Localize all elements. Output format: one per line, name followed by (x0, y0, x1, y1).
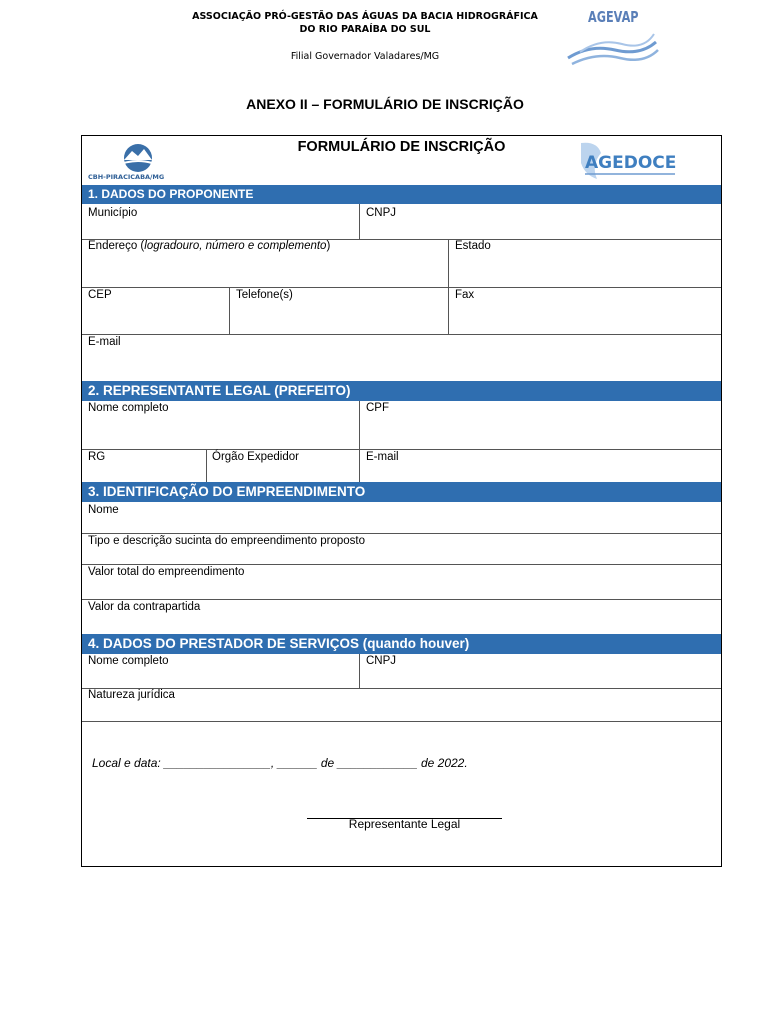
cpf-label: CPF (366, 402, 389, 414)
agevap-logo-text: AGEVAP (588, 8, 639, 26)
divider (229, 287, 230, 334)
row-line (82, 287, 721, 288)
rg-label: RG (88, 451, 106, 463)
cnpj-label: CNPJ (366, 207, 397, 219)
org-line-1: ASSOCIAÇÃO PRÓ-GESTÃO DAS ÁGUAS DA BACIA HIDROGRÁFICA (192, 11, 538, 22)
rep-email-label: E-mail (366, 451, 399, 463)
section-1-header: 1. DADOS DO PROPONENTE (82, 185, 721, 204)
divider (359, 204, 360, 239)
estado-label: Estado (455, 240, 491, 252)
agedoce-logo (577, 139, 682, 185)
tipo-label: Tipo e descrição sucinta do empreendimento proposto (88, 535, 366, 547)
header-org (150, 10, 580, 36)
divider (448, 287, 449, 334)
orgao-label: Órgão Expedidor (212, 451, 299, 463)
row-line (82, 564, 721, 565)
form-title: FORMULÁRIO DE INSCRIÇÃO (297, 139, 506, 155)
contrapartida-label: Valor da contrapartida (88, 601, 201, 613)
section-4-header: 4. DADOS DO PRESTADOR DE SERVIÇOS (quando houver) (82, 634, 721, 654)
divider (359, 449, 360, 482)
local-data-text: Local e data: ________________, ______ de ____________ de 2022. (92, 756, 468, 770)
header-branch: Filial Governador Valadares/MG (290, 51, 440, 62)
divider (448, 239, 449, 287)
cbh-logo-text: CBH-PIRACICABA/MG (88, 173, 165, 181)
telefone-label: Telefone(s) (236, 289, 293, 301)
registration-form (81, 135, 722, 867)
fax-label: Fax (455, 289, 475, 301)
agedoce-logo-text: AGEDOCE (585, 153, 677, 173)
row-line (82, 533, 721, 534)
row-line (82, 688, 721, 689)
email-label: E-mail (88, 336, 121, 348)
section-3-header: 3. IDENTIFICAÇÃO DO EMPREENDIMENTO (82, 482, 721, 502)
representante-legal-label: Representante Legal (348, 817, 461, 831)
endereco-prefix: Endereço ( (88, 240, 145, 252)
endereco-label (88, 240, 330, 252)
emp-nome-label: Nome (88, 504, 119, 516)
row-line (82, 599, 721, 600)
municipio-label: Município (88, 207, 138, 219)
divider (359, 401, 360, 449)
divider (206, 449, 207, 482)
endereco-suffix: ) (326, 240, 331, 252)
prest-nome-label: Nome completo (88, 655, 169, 667)
annex-title: ANEXO II – FORMULÁRIO DE INSCRIÇÃO (246, 96, 524, 112)
row-line (82, 721, 721, 722)
org-line-2: DO RIO PARAÍBA DO SUL (299, 24, 431, 35)
section-2-header: 2. REPRESENTANTE LEGAL (PREFEITO) (82, 381, 721, 401)
prest-cnpj-label: CNPJ (366, 655, 397, 667)
row-line (82, 334, 721, 335)
row-line (82, 449, 721, 450)
natureza-label: Natureza jurídica (88, 689, 175, 701)
divider (359, 654, 360, 688)
rep-nome-label: Nome completo (88, 402, 169, 414)
cbh-piracicaba-logo (86, 141, 172, 183)
valor-total-label: Valor total do empreendimento (88, 566, 245, 578)
endereco-italic: logradouro, número e complemento (144, 240, 327, 252)
cep-label: CEP (88, 289, 112, 301)
